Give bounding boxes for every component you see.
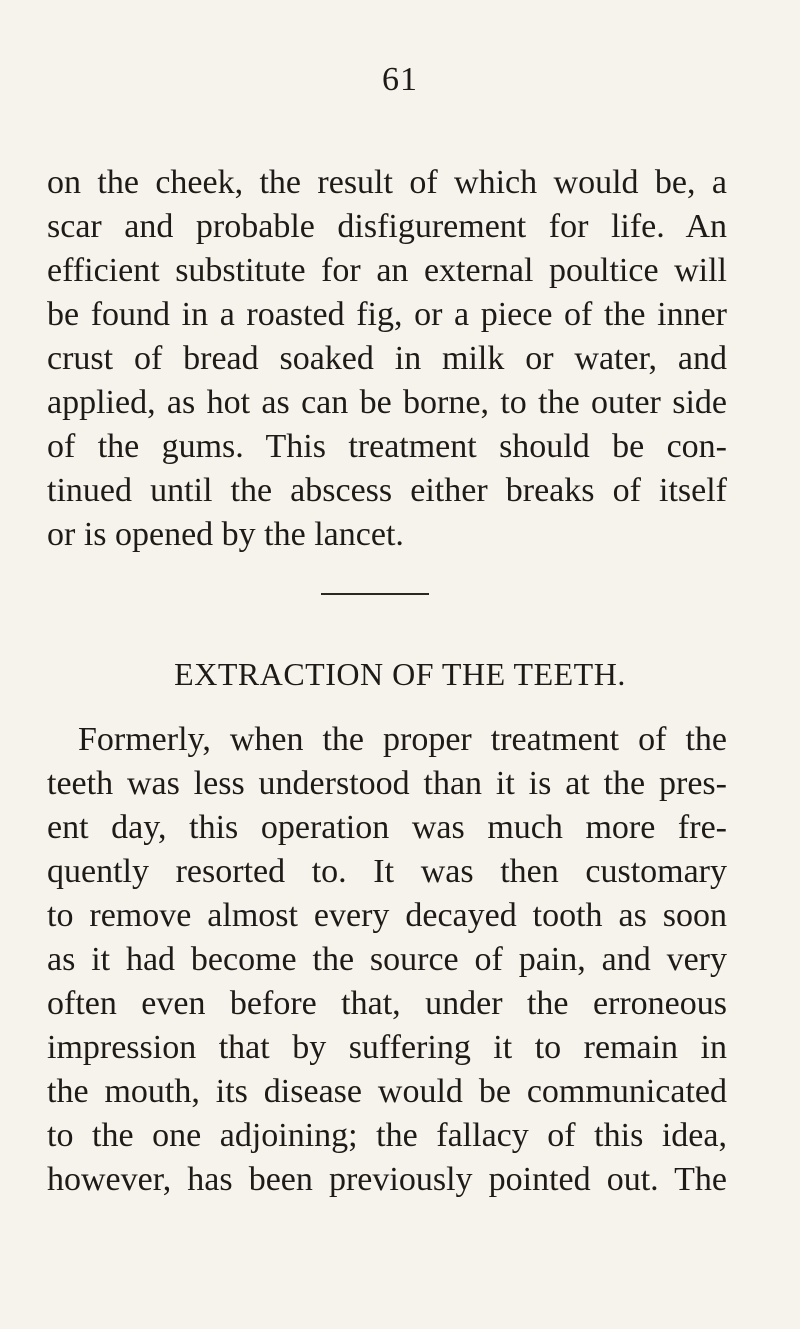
paragraph-line: of the gums. This treatment should be con-: [47, 428, 727, 465]
paragraph-line: impression that by suffering it to remain in: [47, 1029, 727, 1066]
paragraph-line: to remove almost every decayed tooth as soon: [47, 897, 727, 934]
paragraph-line: however, has been previously pointed out. The: [47, 1161, 727, 1198]
paragraph-line: tinued until the abscess either breaks of itself: [47, 472, 727, 509]
paragraph-line: applied, as hot as can be borne, to the outer side: [47, 384, 727, 421]
section-heading: EXTRACTION OF THE TEETH.: [174, 656, 626, 692]
paragraph-line: the mouth, its disease would be communicated: [47, 1073, 727, 1110]
section-divider: [321, 593, 429, 595]
paragraph-line: Formerly, when the proper treatment of the: [78, 721, 727, 758]
paragraph-line: teeth was less understood than it is at the pres-: [47, 765, 727, 802]
paragraph-line: be found in a roasted fig, or a piece of the inner: [47, 296, 727, 333]
paragraph-line: to the one adjoining; the fallacy of this idea,: [47, 1117, 727, 1154]
paragraph-line: on the cheek, the result of which would be, a: [47, 164, 727, 201]
paragraph-line: often even before that, under the erroneous: [47, 985, 727, 1022]
paragraph-line: efficient substitute for an external poultice will: [47, 252, 727, 289]
paragraph-line: quently resorted to. It was then customary: [47, 853, 727, 890]
paragraph-line: scar and probable disfigurement for life. An: [47, 208, 727, 245]
page-number: 61: [382, 61, 418, 98]
paragraph-line: or is opened by the lancet.: [47, 516, 404, 553]
paragraph-line: crust of bread soaked in milk or water, and: [47, 340, 727, 377]
paragraph-line: as it had become the source of pain, and very: [47, 941, 727, 978]
paragraph-line: ent day, this operation was much more fre-: [47, 809, 727, 846]
